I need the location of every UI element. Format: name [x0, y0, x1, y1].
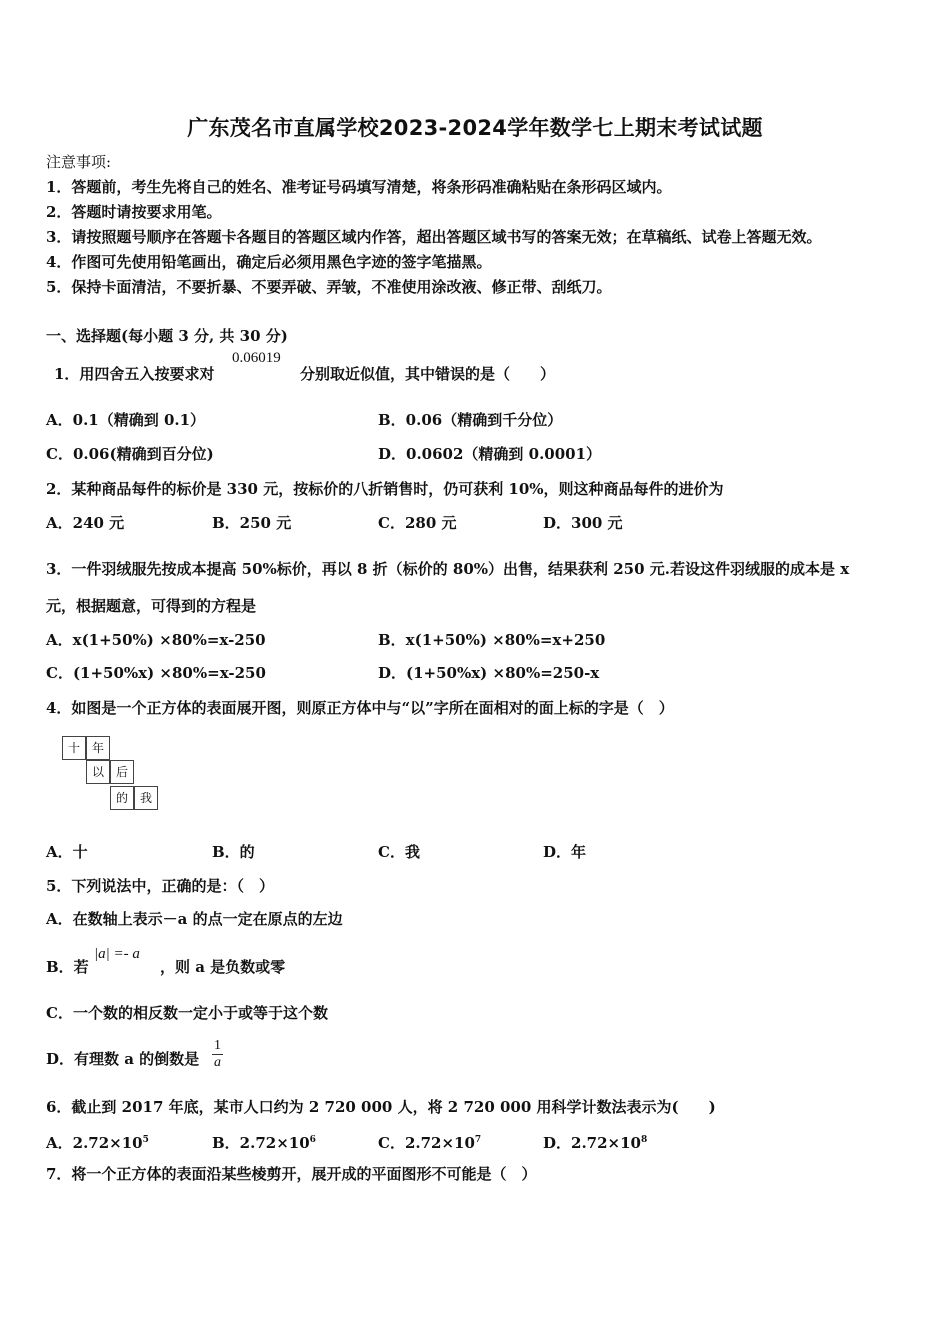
q6-option-c-exp: 7: [474, 1135, 482, 1145]
notice-item-3: 3．请按照题号顺序在答题卡各题目的答题区域内作答，超出答题区域书写的答案无效；在草稿纸、试卷上答题无效。: [46, 228, 822, 246]
q1-option-a: A．0.1（精确到 0.1）: [46, 411, 206, 429]
q1-option-c: C．0.06(精确到百分位): [46, 445, 214, 463]
q2-option-d: D．300 元: [543, 514, 623, 532]
q5-option-b-math: |a| =- a: [94, 946, 140, 962]
q6-option-a: [46, 1130, 149, 1153]
notice-item-5: 5．保持卡面清洁，不要折暴、不要弄破、弄皱，不准使用涂改液、修正带、刮纸刀。: [46, 278, 612, 296]
notice-item-4: 4．作图可先使用铅笔画出，确定后必须用黑色字迹的签字笔描黑。: [46, 253, 492, 271]
q7-stem: 7．将一个正方体的表面沿某些棱剪开，展开成的平面图形不可能是（ ）: [46, 1165, 537, 1183]
q6-option-d-base: D．2.72×10: [543, 1134, 641, 1152]
q5-option-d-fraction: [212, 1038, 223, 1071]
q4-stem: 4．如图是一个正方体的表面展开图，则原正方体中与“以”字所在面相对的面上标的字是（ ）: [46, 699, 674, 717]
q3-stem-line2: 元，根据题意，可得到的方程是: [46, 597, 257, 615]
q1-stem-post: 分别取近似值，其中错误的是（ ）: [300, 365, 556, 383]
q2-option-a: A．240 元: [46, 514, 125, 532]
q5-option-d-pre: D．有理数 a 的倒数是: [46, 1050, 200, 1068]
q6-stem: 6．截止到 2017 年底，某市人口约为 2 720 000 人，将 2 720 000 用科学计数法表示为( ): [46, 1098, 716, 1116]
q6-option-c: [378, 1130, 481, 1153]
q5-option-a: A．在数轴上表示－a 的点一定在原点的左边: [46, 910, 343, 928]
q6-option-d-exp: 8: [640, 1135, 648, 1145]
q3-option-a: A．x(1+50%) ×80%=x-250: [46, 631, 266, 649]
net-cell-de: 的: [110, 786, 134, 810]
net-cell-yi: 以: [86, 760, 110, 784]
fraction-denominator: a: [214, 1055, 221, 1070]
q4-option-a: A．十: [46, 843, 88, 861]
q6-option-b-exp: 6: [309, 1135, 316, 1145]
q1-option-d: D．0.0602（精确到 0.0001）: [378, 445, 602, 463]
q6-option-d: [543, 1130, 647, 1153]
q6-option-b: [212, 1130, 316, 1153]
q3-stem-line1: 3．一件羽绒服先按成本提高 50%标价，再以 8 折（标价的 80%）出售，结果获利 250 元.若设这件羽绒服的成本是 x: [46, 560, 850, 578]
q6-option-c-base: C．2.72×10: [378, 1134, 475, 1152]
section-heading: 一、选择题(每小题 3 分, 共 30 分): [46, 327, 288, 345]
q2-option-b: B．250 元: [212, 514, 292, 532]
notice-item-1: 1．答题前，考生先将自己的姓名、准考证号码填写清楚，将条形码准确粘贴在条形码区域内。: [46, 178, 672, 196]
q1-option-b: B．0.06（精确到千分位）: [378, 411, 563, 429]
net-cell-hou: 后: [110, 760, 134, 784]
q6-option-a-base: A．2.72×10: [46, 1134, 143, 1152]
q3-option-b: B．x(1+50%) ×80%=x+250: [378, 631, 606, 649]
net-cell-shi: 十: [62, 736, 86, 760]
q2-option-c: C．280 元: [378, 514, 457, 532]
q3-option-c: C．(1+50%x) ×80%=x-250: [46, 664, 266, 682]
page-title: 广东茂名市直属学校2023-2024学年数学七上期末考试试题: [187, 116, 763, 140]
q3-option-d: D．(1+50%x) ×80%=250-x: [378, 664, 600, 682]
q1-stem-pre: 1．用四舍五入按要求对: [54, 365, 215, 383]
q4-option-b: B．的: [212, 843, 255, 861]
q4-option-c: C．我: [378, 843, 420, 861]
q5-option-b-post: ，则 a 是负数或零: [160, 958, 286, 976]
q2-stem: 2．某种商品每件的标价是 330 元，按标价的八折销售时，仍可获利 10%，则这种商品每件的进价为: [46, 480, 724, 498]
q5-stem: 5．下列说法中，正确的是：（ ）: [46, 877, 274, 895]
q6-option-a-exp: 5: [142, 1135, 149, 1145]
q5-option-c: C．一个数的相反数一定小于或等于这个数: [46, 1004, 328, 1022]
cube-net-figure: [62, 736, 172, 816]
net-cell-wo: 我: [134, 786, 158, 810]
q1-number: 0.06019: [232, 350, 281, 366]
notice-item-2: 2．答题时请按要求用笔。: [46, 203, 222, 221]
fraction-numerator: 1: [214, 1038, 221, 1053]
net-cell-nian: 年: [86, 736, 110, 760]
q4-option-d: D．年: [543, 843, 587, 861]
q5-option-b-pre: B．若: [46, 958, 89, 976]
q6-option-b-base: B．2.72×10: [212, 1134, 310, 1152]
notice-heading: 注意事项:: [46, 153, 112, 171]
